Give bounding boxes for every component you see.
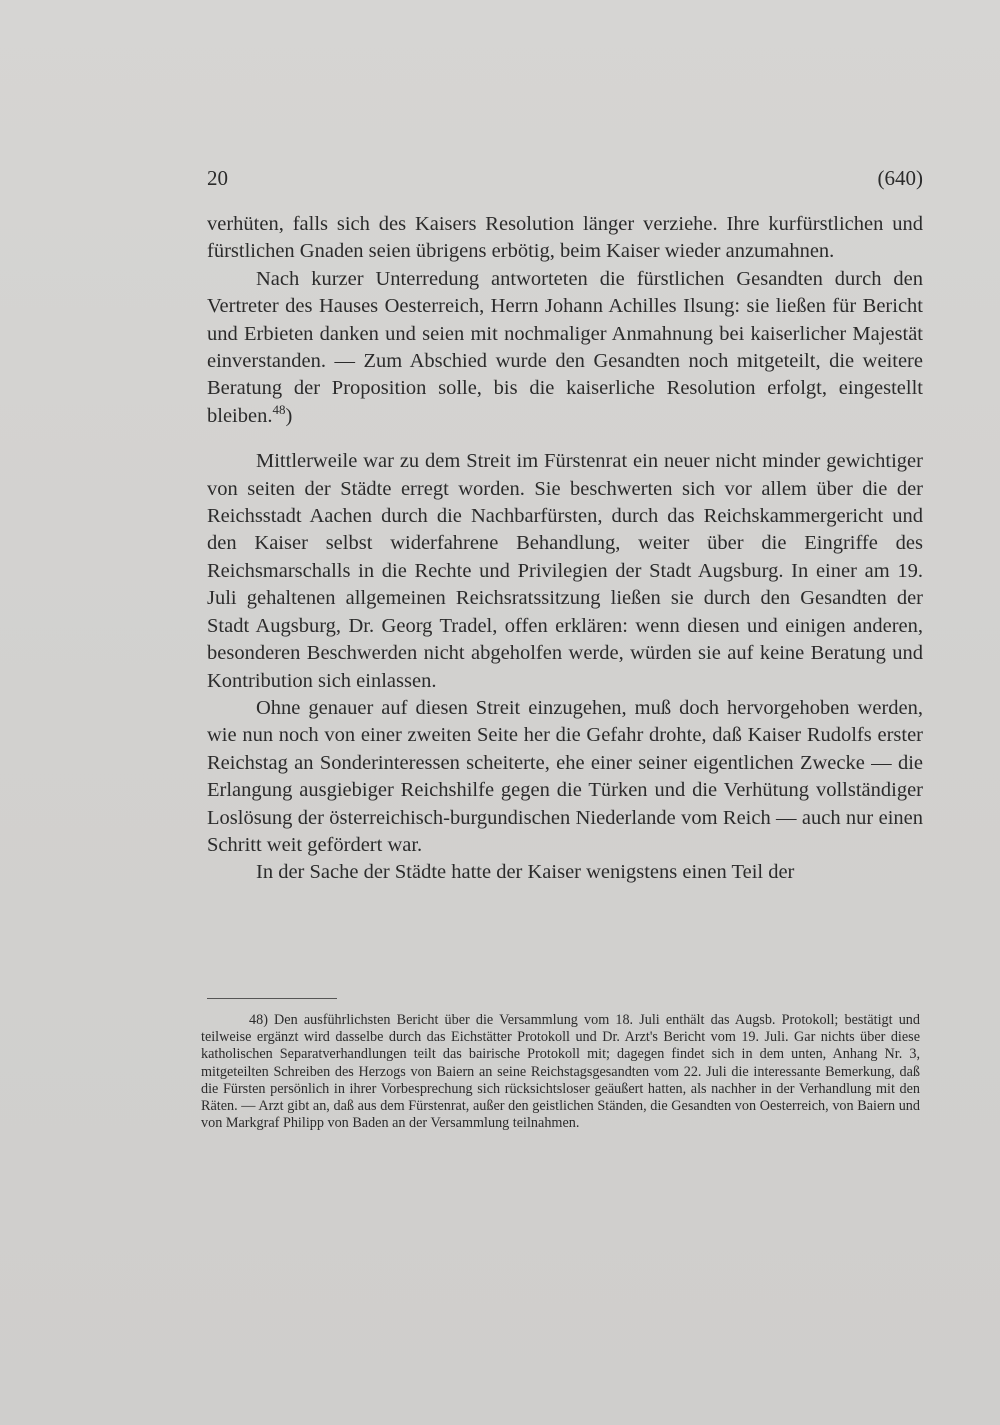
paragraph-2-text: Nach kurzer Unterredung antworteten die fürstlichen Gesandten durch den Vertreter des Hauses Oesterreich, Herrn Johann Achilles Ilsung: sie ließen für Bericht und Erbieten danken und seien mit nochmaliger Anmahnung bei kaiserlicher Majestät einverstanden. — Zum Abschied wurde den Gesandten noch mitgeteilt, die weitere Beratung der Proposition solle, bis die kaiserliche Resolution erfolgt, eingestellt bleiben.: [207, 267, 923, 427]
paragraph-3: Mittlerweile war zu dem Streit im Fürstenrat ein neuer nicht minder gewichtiger von seiten der Städte erregt worden. Sie beschwerten sich vor allem über die der Reichsstadt Aachen durch die Nachbarfürsten, durch das Reichskammergericht und den Kaiser selbst widerfahrene Behandlung, weiter über die Eingriffe des Reichsmarschalls in die Rechte und Privilegien der Stadt Augsburg. In einer am 19. Juli gehaltenen allgemeinen Reichsratssitzung ließen sie durch den Gesandten der Stadt Augsburg, Dr. Georg Tradel, offen erklären: wenn diesen und einigen anderen, besonderen Beschwerden nicht abgeholfen werde, würden sie auf keine Beratung und Kontribution sich einlassen.: [207, 450, 923, 692]
body-text: [207, 211, 923, 887]
page-number: 20: [207, 166, 228, 190]
footnotes: [201, 1012, 920, 1132]
footnote-ref-paren: ): [285, 404, 293, 427]
footnote-48: 48) Den ausführlichsten Bericht über die Versammlung vom 18. Juli enthält das Augsb. Protokoll; bestätigt und teilweise ergänzt wird dasselbe durch das Eichstätter Protokoll und Dr. Arzt's Bericht vom 19. Juli. Gar nichts über diese katholischen Separatverhandlungen teilt das bairische Protokoll mit; dagegen findet sich in dem unten, Anhang Nr. 3, mitgeteilten Schreiben des Herzogs von Baiern an seine Reichstagsgesandten vom 22. Juli die interessante Bemerkung, daß die Fürsten persönlich in ihrer Vorbesprechung sich rücksichtsloser geäußert hatten, als nachher in der Verhandlung mit den Räten. — Arzt gibt an, daß aus dem Fürstenrat, außer den geistlichen Ständen, die Gesandten von Oesterreich, von Baiern und von Markgraf Philipp von Baden an der Versammlung teilnahmen.: [201, 1012, 920, 1132]
footnote-divider: [207, 998, 337, 999]
page-header: [207, 163, 923, 193]
footnote-ref-48: 48: [272, 402, 286, 418]
paragraph-5: In der Sache der Städte hatte der Kaiser wenigstens einen Teil der: [256, 861, 795, 884]
paragraph-2: [207, 266, 923, 430]
paragraph-4: Ohne genauer auf diesen Streit einzugehen, muß doch hervorgehoben werden, wie nun noch von einer zweiten Seite her die Gefahr drohte, daß Kaiser Rudolfs erster Reichstag an Sonderinteressen scheiterte, ehe einer seiner eigentlichen Zwecke — die Erlangung ausgiebiger Reichshilfe gegen die Türken und die Verhütung vollständiger Loslösung der österreichisch-burgundischen Niederlande vom Reich — auch nur einen Schritt weit gefördert war.: [207, 696, 923, 856]
paragraph-1: verhüten, falls sich des Kaisers Resolution länger verziehe. Ihre kurfürstlichen und fürstlichen Gnaden seien übrigens erbötig, beim Kaiser wieder anzumahnen.: [207, 213, 923, 263]
page-reference: (640): [877, 166, 923, 190]
